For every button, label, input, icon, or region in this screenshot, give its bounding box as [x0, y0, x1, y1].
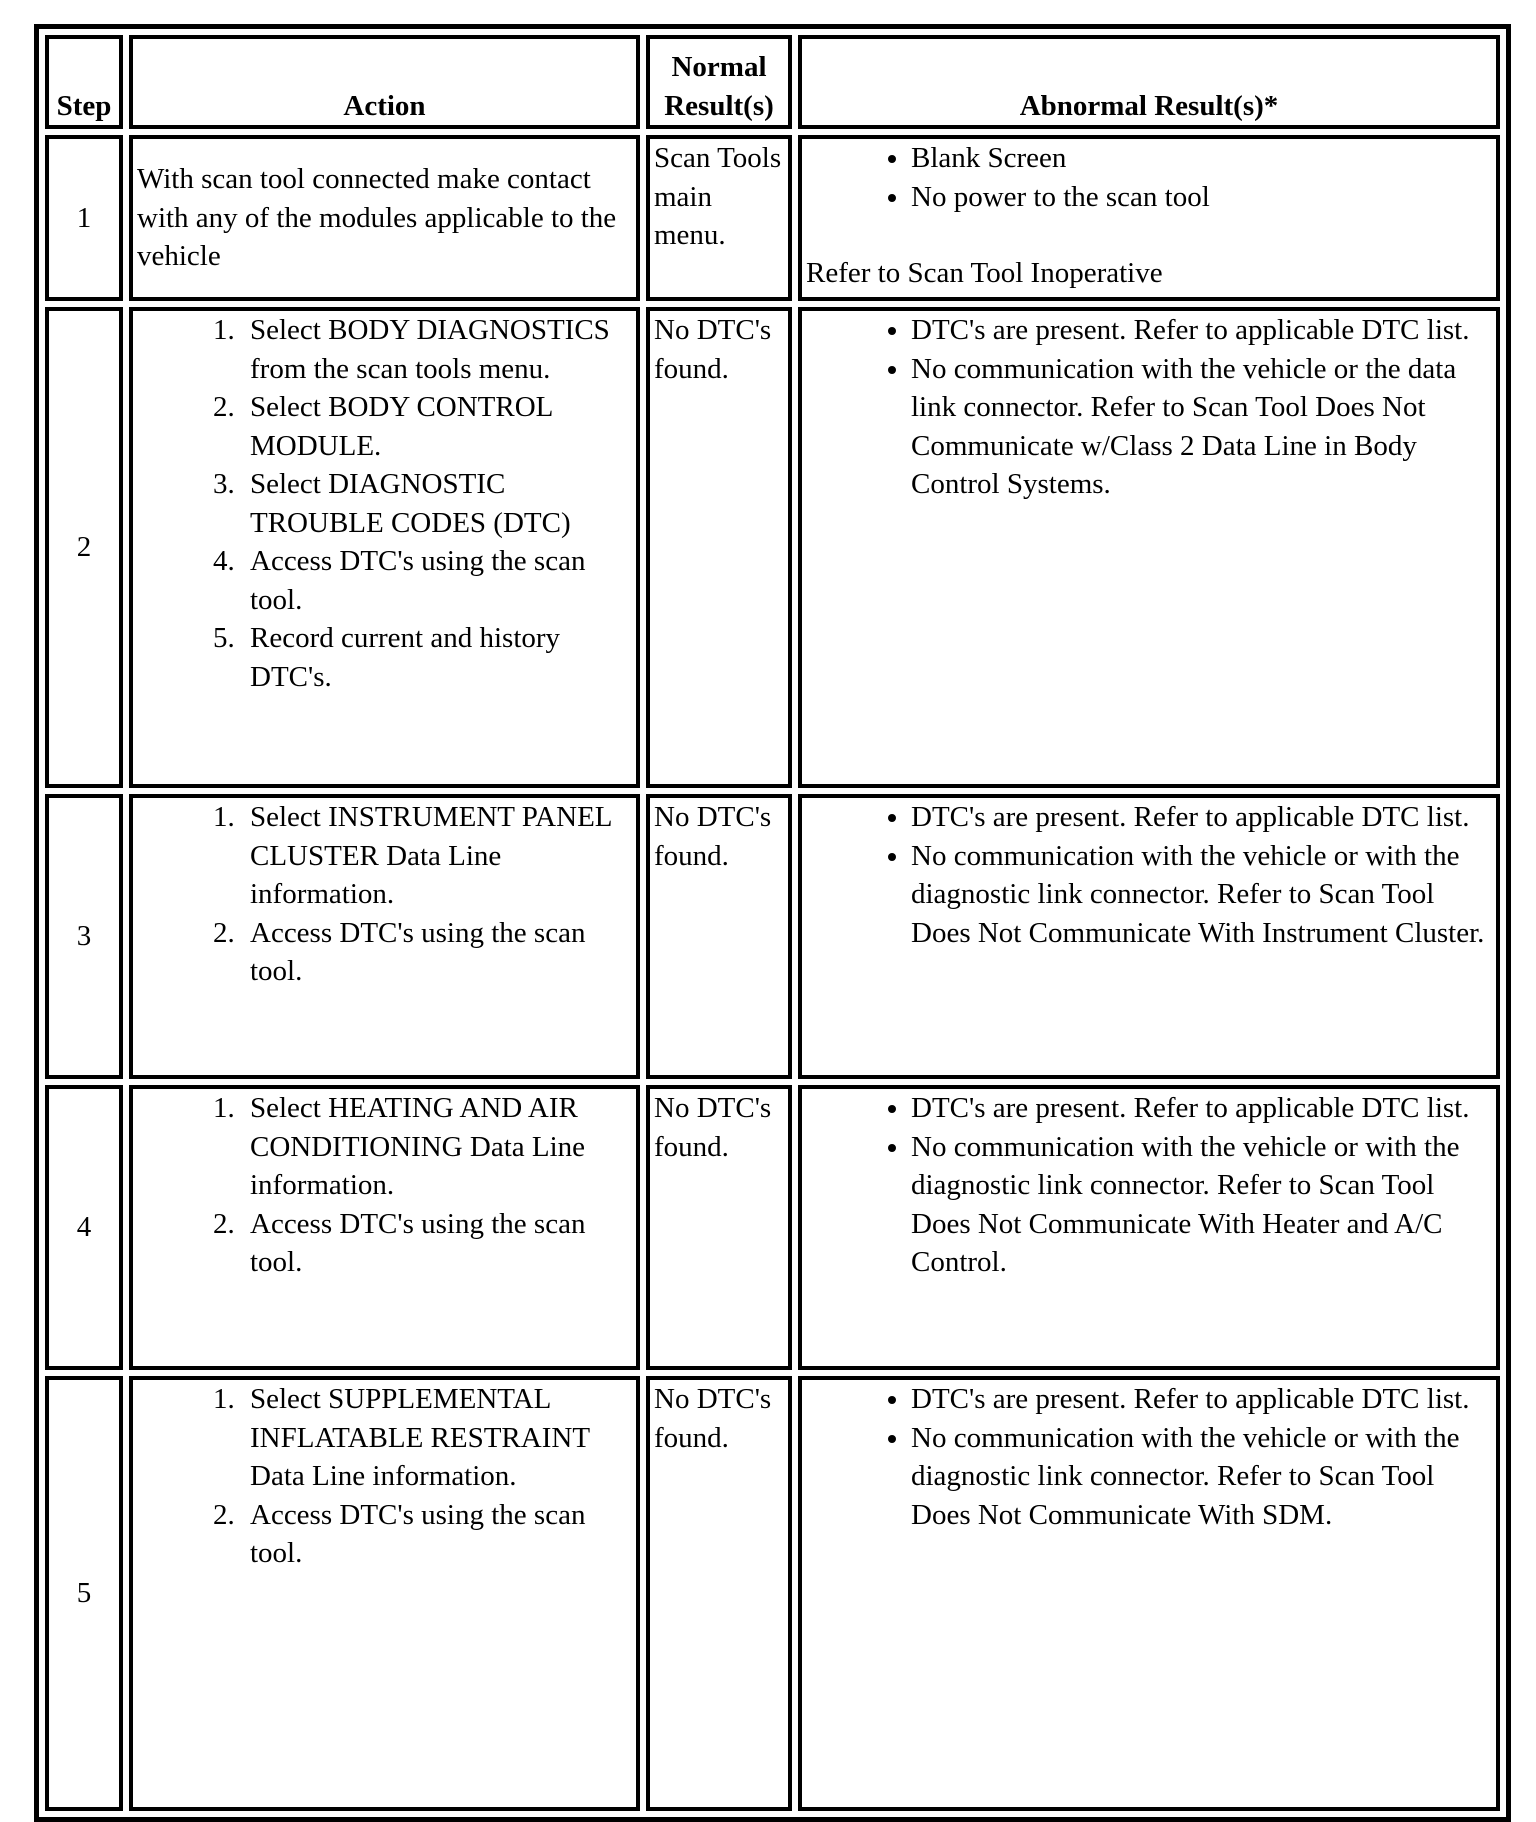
abnormal-list [806, 798, 1492, 952]
list-item: • DTC's are present. Refer to applicable DTC list. [911, 311, 1492, 350]
table-row [45, 794, 1500, 1079]
step-number: 2 [45, 307, 123, 788]
list-item: 2. Access DTC's using the scan tool. [242, 1205, 632, 1282]
list-item: 1. Select BODY DIAGNOSTICS from the scan tools menu. [242, 311, 632, 388]
step-number: 4 [45, 1085, 123, 1370]
header-step: Step [45, 35, 123, 129]
abnormal-list [806, 1089, 1492, 1282]
list-item: • No communication with the vehicle or with the diagnostic link connector. Refer to Scan Tool Does Not Communicate With Heater and A/C Control. [911, 1128, 1492, 1282]
diagnostic-table [34, 24, 1511, 1822]
header-abnormal: Abnormal Result(s)* [798, 35, 1500, 129]
header-action: Action [129, 35, 640, 129]
action-cell: With scan tool connected make contact with any of the modules applicable to the vehicle [129, 135, 640, 301]
action-list [137, 1089, 632, 1282]
abnormal-result [798, 1376, 1500, 1811]
action-list [137, 311, 632, 696]
list-item: • No communication with the vehicle or the data link connector. Refer to Scan Tool Does Not Communicate w/Class 2 Data Line in Body Control Systems. [911, 350, 1492, 504]
list-item: 4. Access DTC's using the scan tool. [242, 542, 632, 619]
abnormal-list [806, 139, 1492, 216]
abnormal-result [798, 135, 1500, 301]
action-cell [129, 1376, 640, 1811]
list-item: • No communication with the vehicle or with the diagnostic link connector. Refer to Scan Tool Does Not Communicate With SDM. [911, 1419, 1492, 1535]
action-list [137, 1380, 632, 1573]
table-row [45, 1376, 1500, 1811]
abnormal-list [806, 311, 1492, 504]
list-item: 1. Select HEATING AND AIR CONDITIONING Data Line information. [242, 1089, 632, 1205]
step-number: 3 [45, 794, 123, 1079]
abnormal-result [798, 1085, 1500, 1370]
list-item: • DTC's are present. Refer to applicable DTC list. [911, 1089, 1492, 1128]
list-item: 5. Record current and history DTC's. [242, 619, 632, 696]
abnormal-result [798, 307, 1500, 788]
list-item: 2. Access DTC's using the scan tool. [242, 914, 632, 991]
abnormal-note: Refer to Scan Tool Inoperative [806, 257, 1163, 289]
list-item: 2. Access DTC's using the scan tool. [242, 1496, 632, 1573]
list-item: • No power to the scan tool [911, 178, 1492, 217]
normal-result: No DTC's found. [646, 307, 792, 788]
table-row [45, 307, 1500, 788]
normal-result: No DTC's found. [646, 1085, 792, 1370]
action-cell [129, 307, 640, 788]
action-list [137, 798, 632, 991]
header-normal: Normal Result(s) [646, 35, 792, 129]
list-item: 2. Select BODY CONTROL MODULE. [242, 388, 632, 465]
list-item: 3. Select DIAGNOSTIC TROUBLE CODES (DTC) [242, 465, 632, 542]
normal-result: No DTC's found. [646, 794, 792, 1079]
abnormal-result [798, 794, 1500, 1079]
list-item: • DTC's are present. Refer to applicable DTC list. [911, 798, 1492, 837]
step-number: 1 [45, 135, 123, 301]
header-row [45, 35, 1500, 129]
action-cell [129, 794, 640, 1079]
step-number: 5 [45, 1376, 123, 1811]
table-row [45, 1085, 1500, 1370]
normal-result: Scan Tools main menu. [646, 135, 792, 301]
action-cell [129, 1085, 640, 1370]
table-row [45, 135, 1500, 301]
abnormal-list [806, 1380, 1492, 1534]
list-item: • DTC's are present. Refer to applicable DTC list. [911, 1380, 1492, 1419]
list-item: • Blank Screen [911, 139, 1492, 178]
list-item: • No communication with the vehicle or with the diagnostic link connector. Refer to Scan Tool Does Not Communicate With Instrument Cluster. [911, 837, 1492, 953]
list-item: 1. Select INSTRUMENT PANEL CLUSTER Data Line information. [242, 798, 632, 914]
normal-result: No DTC's found. [646, 1376, 792, 1811]
list-item: 1. Select SUPPLEMENTAL INFLATABLE RESTRAINT Data Line information. [242, 1380, 632, 1496]
